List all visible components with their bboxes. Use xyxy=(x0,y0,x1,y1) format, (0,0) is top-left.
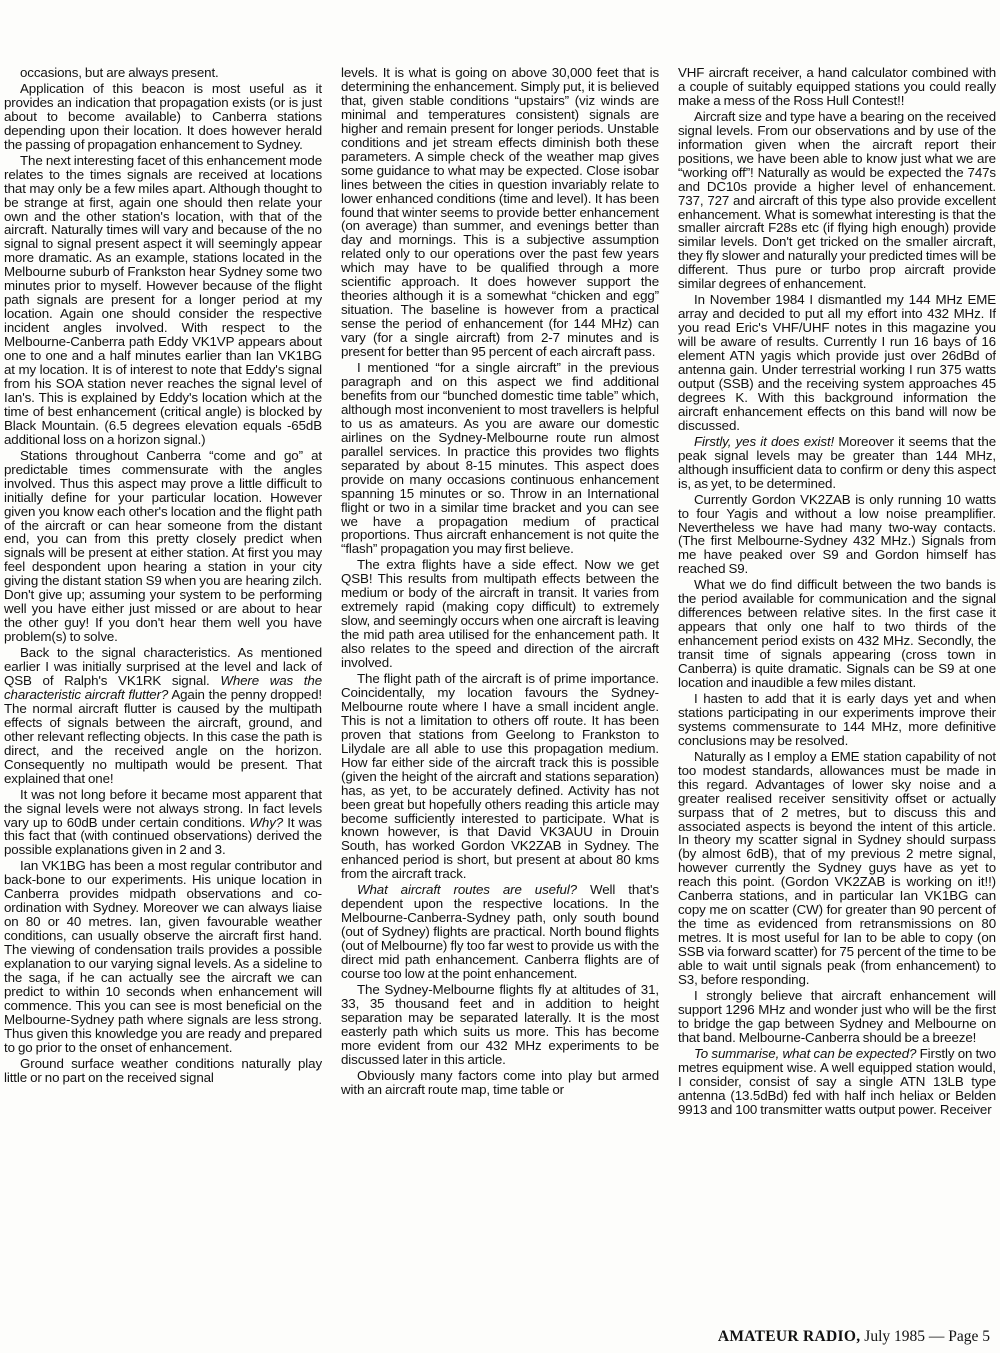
paragraph xyxy=(341,1069,659,1097)
page-footer xyxy=(718,1328,990,1346)
paragraph-text: levels. It is what is going on above 30,000 feet that is determining the enhancement. Simply put, it is believed that, given stable conditions “upstairs” (viz winds are minimal and temperatures consistent) signals are higher and remain present for longer periods. Unstable conditions and jet stream effects diminish both these parameters. A simple check of the weather map gives some guidance to what may be expected. Close isobar lines between the cities in question invariably relate to lower enhanced conditions (time and level). It has been found that winter seems to provide better enhancement (on average) than summer, and evenings better than day and mornings. This is a subjective assumption related only to our operations over the past few years which may have to be qualified through a more scientific approach. It does however support the theories although it is a somewhat “chicken and egg” situation. The baseline is however from a practical sense the period of enhancement (for 144 MHz) can vary (for a single aircraft) from 2-7 minutes and is present for better than 95 percent of each aircraft pass. xyxy=(341,66,659,360)
paragraph-text: In November 1984 I dismantled my 144 MHz EME array and decided to put all my effort into 432 MHz. If you read Eric's VHF/UHF notes in this magazine you will be aware of results. Currently I run 16 bays of 16 element ATN yagis which provide just over 26dBd of antenna gain. Under terrestrial working I run 375 watts output (SSB) and the receiving system approaches 45 degrees K. With this background information the aircraft enhancement effects on this band will now be discussed. xyxy=(678,292,996,433)
paragraph-text: Moreover it seems that the peak signal levels may be greater than 144 MHz, although insufficient data to confirm or deny this aspect is, as yet, to be determined. xyxy=(678,433,996,491)
paragraph xyxy=(678,692,996,748)
italic-phrase: What aircraft routes are useful? xyxy=(357,882,577,898)
paragraph-text: occasions, but are always present. xyxy=(20,66,219,80)
paragraph-text: Well that's dependent upon the respective locations. In the Melbourne-Canberra-Sydney path, only south bound (out of Sydney) flights are practical. North bound flights (out of Melbourne) fly too far west to provide us with the direct mid path enhancement. Canberra flights are of course too low at the point enhancement. xyxy=(341,882,659,981)
paragraph-text: Firstly on two metres equipment wise. A well equipped station would, I consider, consist of say a single ATN 13LB type antenna (13.5dBd) fed with half inch heliax or Belden 9913 and 100 transmitter watts output power. Receiver xyxy=(678,1045,996,1117)
paragraph xyxy=(678,578,996,690)
paragraph-text: The extra flights have a side effect. Now we get QSB! This results from multipath effects between the medium or body of the aircraft in transit. It varies from extremely rapid (making copy difficult) to extremely slow, and seemingly occurs when one aircraft is leaving the mid path area utilised for the enhancement path. It also relates to the speed and direction of the aircraft involved. xyxy=(341,557,659,671)
paragraph xyxy=(341,361,659,556)
paragraph xyxy=(4,788,322,858)
paragraph-text: The flight path of the aircraft is of prime importance. Coincidentally, my location favours the Sydney-Melbourne route where I have a small incident angle. This is not a limitation to others off route. It has been proven that stations from Geelong to Frankston to Lilydale are all able to use this propagation medium. How far either side of the aircraft track this is possible (given the height of the aircraft and stations separation) has, as yet, to be accurately defined. Activity has not been great but hopefully others reading this article may become sufficiently interested to participate. What is known however, is that David VK3AUU in Drouin South, has worked Gordon VK2ZAB in Sydney. The enhanced period is short, but present at about 80 kms from the aircraft track. xyxy=(341,670,659,882)
paragraph-text: Naturally as I employ a EME station capability of not too modest standards, allowances must be made in this regard. Advantages of lower sky noise and a greater realised receiver sensitivity offset or actually surpass that of 2 metres, but to discuss this and associated aspects is beyond the intent of this article. In theory my scatter signal in Sydney should surpass (by almost 6dB), that of my previous 2 metre signal, however currently the Sydney guys have as yet to reach this point. (Gordon VK2ZAB is working on it!!) Canberra stations, and in particular Ian VK1BG can copy me on scatter (CW) for greater than 90 percent of the time as evidenced from retransmissions on 80 metres. It is most useful for Ian to be able to copy (on SSB via forward scatter) for 75 percent of the time to be able to wait until signals peak (from enhancement) to S3, before responding. xyxy=(678,748,996,987)
paragraph-text: VHF aircraft receiver, a hand calculator combined with a couple of suitably equipped stations you could really make a mess of the Ross Hull Contest!! xyxy=(678,66,996,108)
paragraph-text: It was not long before it became most apparent that the signal levels were not always strong. In fact levels vary up to 60dB under certain conditions. xyxy=(4,786,322,830)
paragraph xyxy=(341,983,659,1067)
paragraph-text: I mentioned “for a single aircraft” in the previous paragraph and on this aspect we find additional benefits from our “bunched domestic time table” which, although most inconvenient to most travellers is helpful to us as amateurs. As you are aware our domestic airlines on the Sydney-Melbourne route run almost parallel services. In practice this provides two flights separated by about 8-15 minutes. This aspect does provide on many occasions continuous enhancement spanning 15 minutes or so. Throw in an International flight or two in a similar time bracket and you can see we have a propagation medium of practical proportions. Thus aircraft enhancement is not quite the “flash” propagation you may first believe. xyxy=(341,360,659,557)
paragraph-text: The next interesting facet of this enhancement mode relates to the times signals are received at locations that may only be a few miles apart. Although thought to be strange at first, again one should then relate your own and the other station's location, with that of the aircraft. Naturally times will vary and because of the no signal to signal present aspect it will seemingly appear more dramatic. As an example, stations located in the Melbourne suburb of Frankston hear Sydney some two minutes prior to myself. However because of the flight path signals are present for a longer period at my location. Again one should consider the respective incident angles involved. With respect to the Melbourne-Canberra path Eddy VK1VP appears about one to one and a half minutes earlier than Ian VK1BG at my location. It is of interest to note that Eddy's signal from his SOA station never reaches the signal level of Ian's. This is explained by Eddy's location which at the time of best enhancement (critical angle) is blocked by Black Mountain. (6.5 degrees elevation equals -65dB additional loss on a horizon signal.) xyxy=(4,152,322,447)
italic-phrase: Firstly, yes it does exist! xyxy=(694,433,835,449)
paragraph-text: The Sydney-Melbourne flights fly at altitudes of 31, 33, 35 thousand feet and in addition to height separation may be separated laterally. It is the most easterly path which suits us more. This has become more evident from our 432 MHz experiments to be discussed later in this article. xyxy=(341,981,659,1067)
paragraph xyxy=(4,449,322,644)
paragraph xyxy=(678,66,996,108)
paragraph-text: Stations throughout Canberra “come and go” at predictable times commensurate with the angles involved. Thus this aspect may prove a little difficult to initially define for your particular location. However given you know each other's location and the flight path of the aircraft or can hear someone from the distant end, you can from this pretty closely predict when signals will be present at either station. At first you may feel despondent upon hearing a station in your city giving the distant station S9 when you are hearing zilch. Don't give up; assuming your system to be performing well you have either just missed or are about to hear the other guy! If you don't hear them well you have problem(s) to solve. xyxy=(4,447,322,645)
paragraph-text: Currently Gordon VK2ZAB is only running 10 watts to four Yagis and without a low noise preamplifier. Nevertheless we have had many two-way contacts. (The first Melbourne-Sydney 432 MHz.) Signals from me have peaked over S9 and Gordon himself has reached S9. xyxy=(678,491,996,577)
italic-phrase: To summarise, what can be expected? xyxy=(694,1045,917,1061)
text-column-3 xyxy=(678,66,996,1318)
text-column-2 xyxy=(341,66,659,1318)
paragraph-text: I hasten to add that it is early days yet and when stations participating in our experiments improve their systems commensurate to 144 MHz, more definitive conclusions may be resolved. xyxy=(678,690,996,748)
paragraph-text: Ian VK1BG has been a most regular contributor and back-bone to our experiments. His unique location in Canberra provides midpath observations and co-ordination with Sydney. Moreover we can always liaise on 80 or 40 metres. Ian, given favourable weather conditions, can usually observe the aircraft first hand. The viewing of condensation trails provides a possible explanation to our varying signal levels. As a sideline to the saga, if he can actually see the aircraft we can predict to within 10 seconds when enhancement will commence. This you can see is most beneficial on the Melbourne-Sydney path where signals are less strong. Thus given this knowledge you are ready and prepared to go prior to the onset of enhancement. xyxy=(4,858,322,1055)
paragraph xyxy=(341,66,659,359)
paragraph xyxy=(4,1057,322,1085)
issue-and-page: July 1985 — Page 5 xyxy=(860,1328,990,1345)
paragraph xyxy=(341,883,659,981)
paragraph xyxy=(4,154,322,447)
paragraph xyxy=(678,110,996,291)
magazine-title: AMATEUR RADIO, xyxy=(717,1328,861,1345)
paragraph xyxy=(678,293,996,433)
paragraph-text: Aircraft size and type have a bearing on the received signal levels. From our observations and by use of the information given when the aircraft report their positions, we have been able to know just what we are “working off”! Naturally as would be expected the 747s and DC10s provide a higher level of enhancement. 737, 727 and aircraft of this type also provide excellent enhancement. What is somewhat interesting is that the smaller aircraft F28s etc (if flying high enough) provide similar levels. Don't get tricked on the smaller aircraft, they fly slower and naturally your predicted times will be different. Thus pure or turbo prop aircraft provide similar degrees of enhancement. xyxy=(678,108,996,292)
paragraph xyxy=(678,989,996,1045)
paragraph-text: What we do find difficult between the two bands is the period available for communication and the signal differences between relative sites. In the first case it appears that only one half to two thirds of the enhancement period exists on 432 MHz. Secondly, the transit time of signals appearing (cross town in Canberra) is quite dramatic. Signals can be S9 at one location and inaudible a few miles distant. xyxy=(678,577,996,690)
paragraph xyxy=(4,66,322,80)
text-column-1 xyxy=(4,66,322,1318)
paragraph xyxy=(341,672,659,881)
paragraph xyxy=(4,646,322,786)
paragraph-text: Back to the signal characteristics. As mentioned earlier I was initially surprised at the level and lack of QSB of Ralph's VK1RK signal. xyxy=(4,645,322,688)
paragraph-text: I strongly believe that aircraft enhancement will support 1296 MHz and wonder just who will be the first to bridge the gap between Sydney and Melbourne on that band. Melbourne-Canberra should be a breeze! xyxy=(678,987,996,1045)
paragraph-text: Ground surface weather conditions naturally play little or no part on the received signal xyxy=(4,1055,322,1085)
paragraph xyxy=(4,82,322,152)
paragraph-text: Again the penny dropped! The normal aircraft flutter is caused by the multipath effects of signals between the aircraft, ground, and other relevant reflecting objects. In this case the path is direct, and the received angle on the horizon. Consequently no multipath would be present. That explained that one! xyxy=(4,686,322,786)
paragraph xyxy=(678,493,996,577)
paragraph-text: Application of this beacon is most useful as it provides an indication that propagation exists (or is just about to become available) to Canberra stations depending upon their location. It does however herald the passing of propagation enhancement to Sydney. xyxy=(4,80,322,152)
paragraph xyxy=(341,558,659,670)
paragraph xyxy=(4,859,322,1054)
italic-phrase: Where was the characteristic aircraft flutter? xyxy=(4,672,322,702)
paragraph xyxy=(678,435,996,491)
paragraph-text: It was this fact that (with continued observations) derived the possible explanations given in 2 and 3. xyxy=(4,814,322,858)
italic-phrase: Why? xyxy=(249,814,284,830)
paragraph xyxy=(678,750,996,987)
paragraph-text: Obviously many factors come into play but armed with an aircraft route map, time table or xyxy=(341,1067,659,1097)
paragraph xyxy=(678,1047,996,1117)
